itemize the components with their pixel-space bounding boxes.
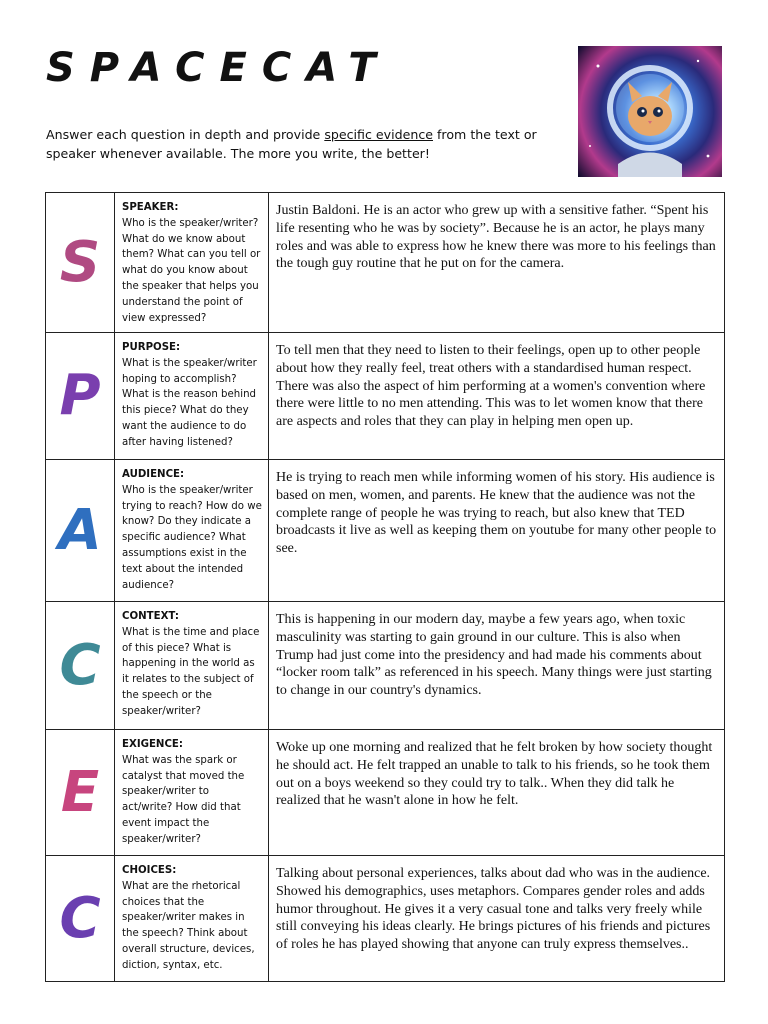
letter-p: P: [59, 363, 101, 428]
answer-cell[interactable]: This is happening in our modern day, maybe a few years ago, when toxic masculinity was starting to gain ground in our culture. This is also when Trump had just come into the presidency and had made his comments about “locker room talk” as referenced in his speech. Many things were just starting to change in our country's dynamics.: [276, 612, 712, 699]
letter-c: C: [59, 632, 101, 698]
prompt-question: Who is the speaker/writer trying to reach? How do we know? Do they indicate a specific audience? What assumptions exist in the text about the intended audience?: [122, 484, 262, 591]
answer-cell[interactable]: Talking about personal experiences, talks about dad who was in the audience. Showed his demographics, uses metaphors. Compares gender roles and adds humor throughout. He gives it a very casual tone and talks very freely while still conveying his ideas clearly. He brings pictures of his friends and pictures of roles he has played showing that anyone can truly express themselves..: [276, 866, 711, 953]
table-row-speaker: [46, 193, 724, 333]
prompt-cell: [115, 460, 269, 601]
answer-cell[interactable]: He is trying to reach men while informing women of his story. His audience is based on men, women, and parents. He knew that the audience was not the complete range of people he was trying to reach, but also knew that TED broadcasts it live as well as keeping them on youtube for many other people to see.: [276, 470, 717, 557]
table-row-exigence: [46, 730, 724, 856]
prompt-question: What are the rhetorical choices that the speaker/writer makes in the speech? Think about overall structure, devices, diction, syntax, etc.: [122, 880, 255, 971]
letter-s: S: [59, 229, 101, 295]
prompt-cell: [115, 333, 269, 459]
answer-cell[interactable]: Woke up one morning and realized that he felt broken by how society thought he should act. He felt trapped an unable to talk to his friends, so he took them out on a boys weekend so they could try to talk.. When they did talk he realized that he wasn't alone in how he felt.: [276, 740, 713, 809]
instructions-text-2: from the text or speaker whenever available. The more you write, the better!: [46, 127, 537, 161]
letter-c: C: [59, 885, 101, 951]
space-cat-illustration: [578, 46, 722, 177]
table-row-purpose: [46, 333, 724, 460]
prompt-heading: CHOICES:: [122, 865, 177, 876]
answer-cell[interactable]: To tell men that they need to listen to their feelings, open up to other people about how they really feel, treat others with a standardised human respect. There was also the aspect of him performing at a women's convention where there were little to no men attending. This was to let women know that there are aspects and roles that they can play in helping men open up.: [276, 343, 706, 430]
prompt-heading: SPEAKER:: [122, 202, 179, 213]
prompt-heading: EXIGENCE:: [122, 739, 183, 750]
letter-e: E: [60, 759, 100, 825]
prompt-heading: AUDIENCE:: [122, 469, 185, 480]
prompt-question: Who is the speaker/writer? What do we know about them? What can you tell or what do you know about the speaker that helps you understand the point of view expressed?: [122, 217, 261, 324]
instructions: [46, 125, 566, 163]
letter-a: A: [58, 497, 102, 563]
table-row-choices: [46, 856, 724, 982]
prompt-cell: [115, 856, 269, 981]
spacecat-table: [45, 192, 725, 982]
prompt-heading: PURPOSE:: [122, 342, 181, 353]
instructions-text-1: Answer each question in depth and provide: [46, 127, 325, 142]
prompt-question: What is the time and place of this piece? What is happening in the world as it relates to the subject of the speech or the speaker/writer?: [122, 626, 260, 717]
prompt-cell: [115, 602, 269, 729]
instructions-underlined: specific evidence: [324, 127, 433, 142]
table-row-audience: [46, 460, 724, 602]
prompt-question: What is the speaker/writer hoping to accomplish? What is the reason behind this piece? What do they want the audience to do after having listened?: [122, 357, 257, 448]
space-cat-image: [578, 46, 722, 177]
answer-cell[interactable]: Justin Baldoni. He is an actor who grew up with a sensitive father. “Spent his life resenting who he was by society”. Because he is an actor, he plays many roles and was able to express how he knew there was more to his feelings than the tough guy routine that he put on for the camera.: [276, 203, 716, 272]
page-title: SPACECAT: [46, 45, 391, 91]
table-row-context: [46, 602, 724, 730]
prompt-heading: CONTEXT:: [122, 611, 179, 622]
prompt-question: What was the spark or catalyst that moved the speaker/writer to act/write? How did that event impact the speaker/writer?: [122, 754, 245, 845]
prompt-cell: [115, 193, 269, 332]
prompt-cell: [115, 730, 269, 855]
